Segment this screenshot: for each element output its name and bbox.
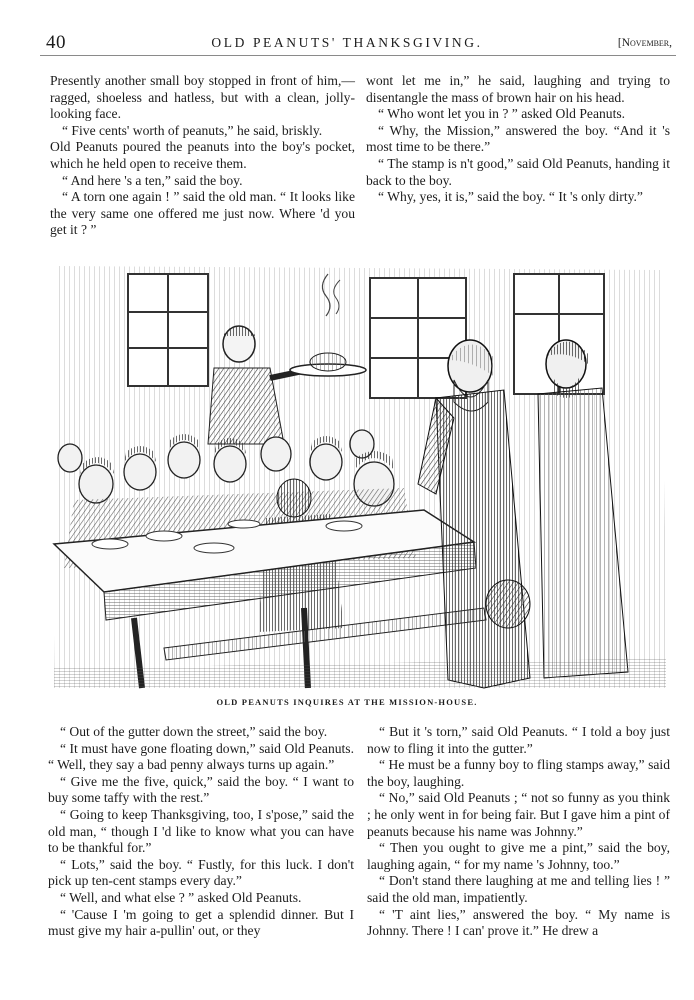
paragraph: “ Going to keep Thanksgiving, too, I s'pose,” said the old man, “ though I 'd like to know what you can have to be thankful for.” bbox=[48, 806, 354, 856]
paragraph: “ Then you ought to give me a pint,” said the boy, laughing again, “ for my name 's Johnny, too.” bbox=[367, 840, 670, 872]
paragraph: Old Peanuts poured the peanuts into the boy's pocket, which he held open to receive them. bbox=[50, 139, 355, 171]
paragraph: “ 'T aint lies,” answered the boy. “ My name is Johnny. There ! I can' prove it.” He drew a bbox=[367, 906, 670, 939]
paragraph: “ Why, yes, it is,” said the boy. “ It 's only dirty.” bbox=[378, 189, 643, 205]
paragraph: “ It must have gone floating down,” said Old Peanuts. “ Well, they say a bad penny always turns up again.” bbox=[48, 740, 354, 773]
paragraph: Presently another small boy stopped in front of him,—ragged, shoeless and hatless, but with a clean, jolly-looking face. bbox=[50, 73, 355, 122]
column-top-left bbox=[50, 73, 355, 239]
column-bottom-left bbox=[48, 724, 354, 940]
page-header bbox=[0, 26, 694, 54]
engraving-illustration bbox=[44, 248, 674, 692]
paragraph: “ Why, the Mission,” answered the boy. “And it 's most time to be there.” bbox=[366, 122, 670, 155]
illustration-caption: OLD PEANUTS INQUIRES AT THE MISSION-HOUSE. bbox=[216, 697, 478, 707]
paragraph: “ Who wont let you in ? ” asked Old Peanuts. bbox=[378, 106, 626, 122]
paragraph: “ The stamp is n't good,” said Old Peanuts, handing it back to the boy. bbox=[366, 155, 670, 188]
paragraph: “ Five cents' worth of peanuts,” he said, briskly. bbox=[62, 122, 323, 138]
paragraph: “ He must be a funny boy to fling stamps away,” said the boy, laughing. bbox=[367, 757, 670, 789]
paragraph: “ A torn one again ! ” said the old man. “ It looks like the very same one offered me just now. Where 'd you get it ? ” bbox=[50, 189, 355, 238]
running-title: OLD PEANUTS' THANKSGIVING. bbox=[211, 35, 483, 50]
paragraph: wont let me in,” he said, laughing and trying to disentangle the mass of brown hair on his head. bbox=[366, 73, 670, 105]
column-top-right bbox=[366, 73, 670, 206]
column-bottom-right bbox=[367, 724, 670, 940]
issue-label: [November, bbox=[617, 37, 672, 49]
paragraph: “ Don't stand there laughing at me and telling lies ! ” said the old man, impatiently. bbox=[367, 873, 670, 905]
paragraph: “ Well, and what else ? ” asked Old Peanuts. bbox=[60, 889, 302, 905]
header-rule bbox=[40, 55, 676, 56]
paragraph: “ Give me the five, quick,” said the boy. “ I want to buy some taffy with the rest.” bbox=[48, 773, 354, 806]
paragraph: “ But it 's torn,” said Old Peanuts. “ I told a boy just now to fling it into the gutter.” bbox=[367, 724, 670, 756]
paragraph: “ No,” said Old Peanuts ; “ not so funny as you think ; he only went in for being fair. But I gave him a pint of peanuts because his name was Johnny.” bbox=[367, 790, 670, 839]
paragraph: “ Lots,” said the boy. “ Fustly, for this luck. I don't pick up ten-cent stamps every day.” bbox=[48, 856, 354, 889]
paragraph: “ And here 's a ten,” said the boy. bbox=[62, 172, 243, 188]
paragraph: “ Out of the gutter down the street,” said the boy. bbox=[60, 724, 328, 739]
window-left bbox=[128, 274, 208, 386]
page-number: 40 bbox=[46, 32, 66, 53]
paragraph: “ 'Cause I 'm going to get a splendid dinner. But I must give my hair a-pullin' out, or they bbox=[48, 906, 354, 939]
